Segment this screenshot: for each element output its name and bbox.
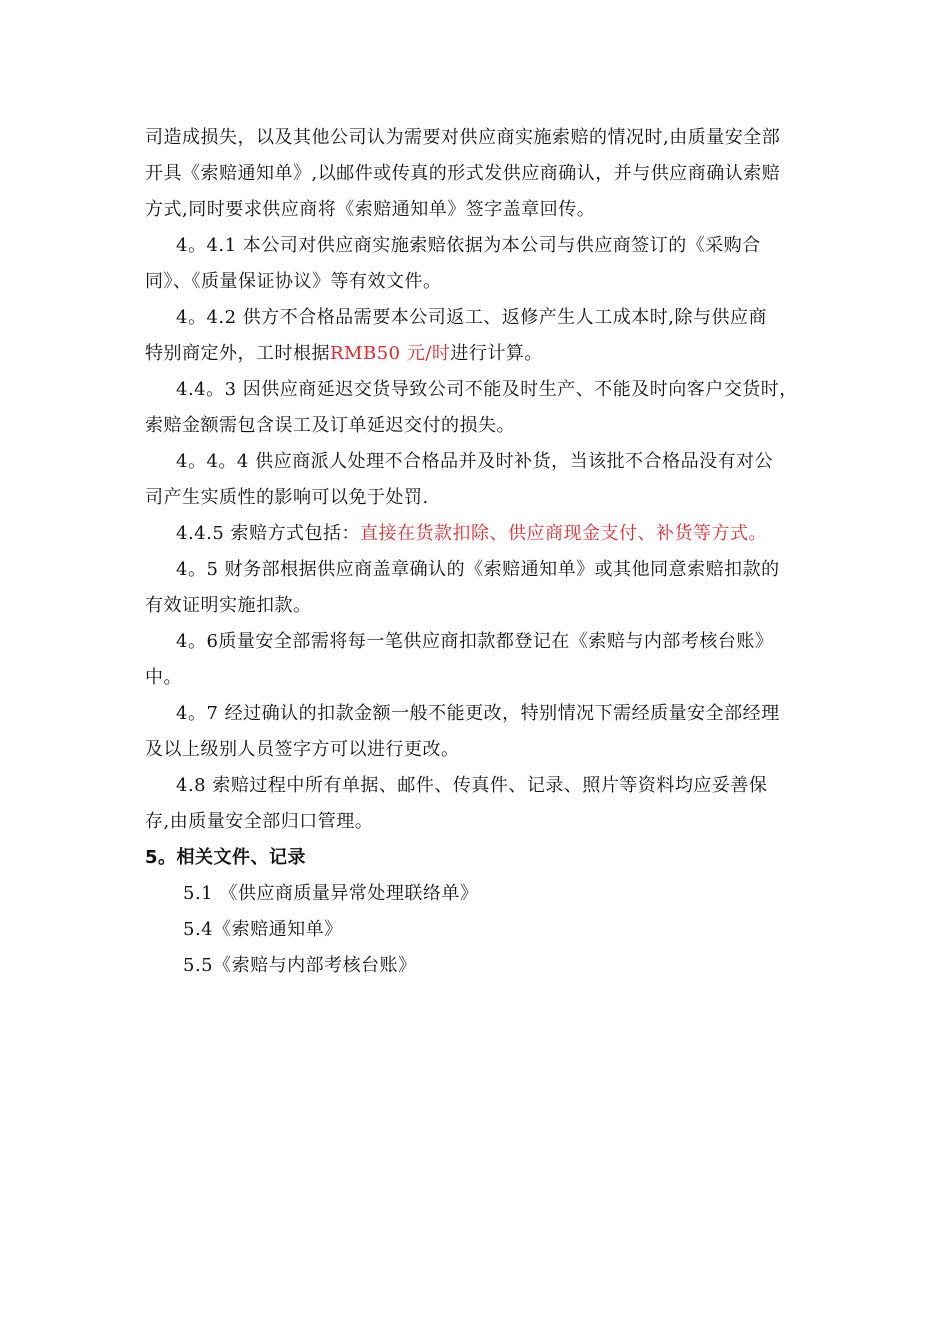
paragraph-line [145,342,543,366]
clause-4-6: 4。6质量安全部需将每一笔供应商扣款都登记在《索赔与内部考核台账》 [176,631,774,652]
paragraph-line: 有效证明实施扣款。 [145,595,312,616]
text-segment: 进行计算。 [450,343,543,364]
paragraph-line: 同》、《质量保证协议》等有效文件。 [145,271,442,292]
clause-4-7: 4。7 经过确认的扣款金额一般不能更改，特别情况下需经质量安全部经理 [176,703,780,724]
text-segment: 特别商定外，工时根据 [145,343,330,364]
paragraph-line: 索赔金额需包含误工及订单延迟交付的损失。 [145,415,515,436]
highlighted-methods: 直接在货款扣除、供应商现金支付、补货等方式。 [360,523,768,544]
related-record-5-1: 5.1 《供应商质量异常处理联络单》 [183,883,479,904]
clause-4-4-2: 4。4.2 供方不合格品需要本公司返工、返修产生人工成本时,除与供应商 [176,307,768,328]
clause-4-5: 4。5 财务部根据供应商盖章确认的《索赔通知单》或其他同意索赔扣款的 [176,559,780,580]
clause-4-4-1: 4。4.1 本公司对供应商实施索赔依据为本公司与供应商签订的《采购合 [176,235,761,256]
paragraph-line: 方式,同时要求供应商将《索赔通知单》签字盖章回传。 [145,199,596,220]
paragraph-line: 开具《索赔通知单》,以邮件或传真的形式发供应商确认，并与供应商确认索赔 [145,163,781,184]
clause-4-4-5 [176,522,767,546]
clause-4-4-4: 4。4。4 供应商派人处理不合格品并及时补货，当该批不合格品没有对公 [176,451,774,472]
clause-4-8: 4.8 索赔过程中所有单据、邮件、传真件、记录、照片等资料均应妥善保 [176,775,768,796]
paragraph-line: 及以上级别人员签字方可以进行更改。 [145,739,460,760]
related-record-5-4: 5.4《索赔通知单》 [183,919,343,940]
section-heading: 5。相关文件、记录 [145,847,307,868]
text-segment: 4.4.5 索赔方式包括： [176,523,361,544]
paragraph-line: 中。 [145,667,182,688]
paragraph-line: 存,由质量安全部归口管理。 [145,811,374,832]
related-record-5-5: 5.5《索赔与内部考核台账》 [183,955,417,976]
paragraph-line: 司造成损失，以及其他公司认为需要对供应商实施索赔的情况时,由质量安全部 [145,127,781,148]
highlighted-rate: RMB50 元/时 [330,343,451,364]
clause-4-4-3: 4.4。3 因供应商延迟交货导致公司不能及时生产、不能及时向客户交货时， [176,379,798,400]
paragraph-line: 司产生实质性的影响可以免于处罚. [145,487,429,508]
